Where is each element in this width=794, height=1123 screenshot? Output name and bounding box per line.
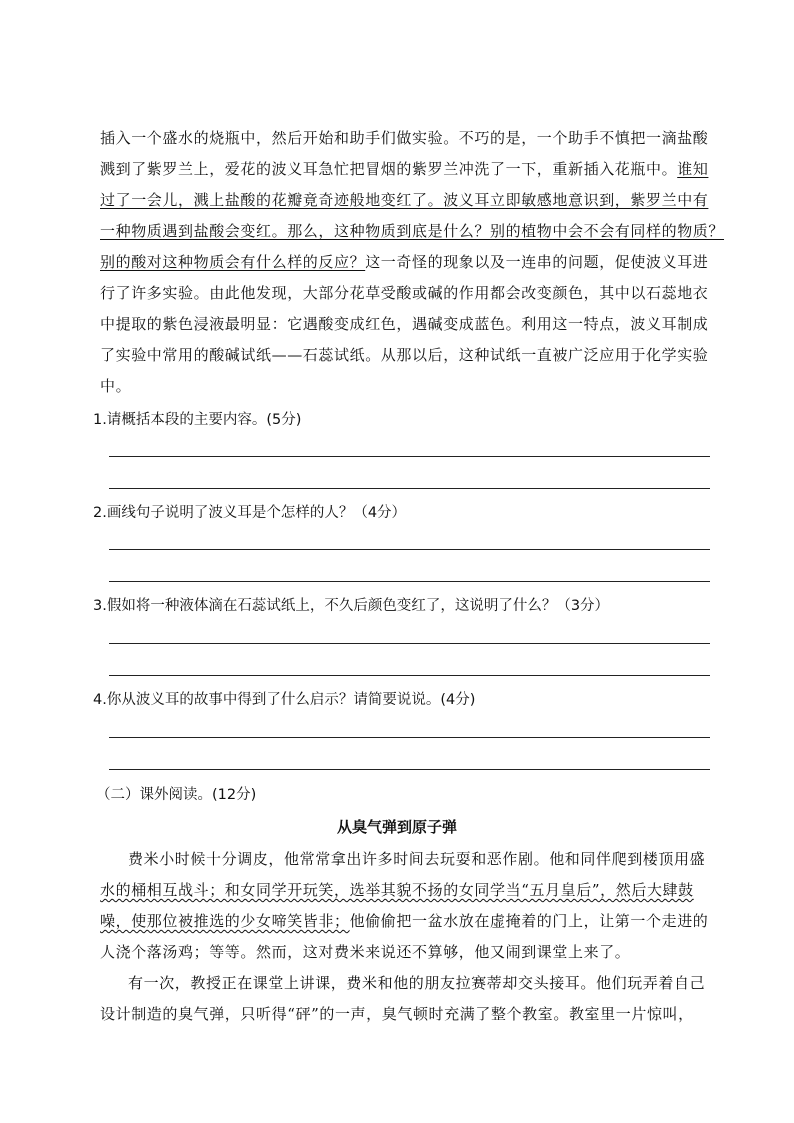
question-4: 4.你从波义耳的故事中得到了什么启示？请简要说说。(4分) (93, 692, 476, 708)
passage-line (100, 252, 720, 272)
passage-line: 插入一个盛水的烧瓶中，然后开始和助手们做实验。不巧的是，一个助手不慎把一滴盐酸 (100, 129, 709, 147)
passage-line: 设计制造的臭气弹，只听得“砰”的一声，臭气顿时充满了整个教室。教室里一片惊叫， (100, 1005, 694, 1023)
passage-text: 他偷偷把一盆水放在虚掩着的门上，让第一个走进的 (349, 912, 709, 930)
passage-text: 溅到了紫罗兰上，爱花的波义耳急忙把冒烟的紫罗兰冲洗了一下，重新插入花瓶中。 (100, 160, 678, 178)
question-3: 3.假如将一种液体滴在石蕊试纸上，不久后颜色变红了，这说明了什么？（3分） (93, 598, 610, 614)
passage-line (100, 911, 720, 931)
passage-line: 有一次，教授正在课堂上讲课，费米和他的朋友拉赛蒂却交头接耳。他们玩弄着自己 (128, 974, 706, 992)
passage-line: 了实验中常用的酸碱试纸——石蕊试纸。从那以后，这种试纸一直被广泛应用于化学实验 (100, 346, 709, 364)
passage-text: 这一奇怪的现象以及一连串的问题，促使波义耳进 (365, 253, 709, 271)
underlined-sentence: 一种物质遇到盐酸会变红。那么，这种物质到底是什么？别的植物中会不会有同样的物质？ (100, 222, 725, 240)
underlined-sentence: 谁知 (677, 160, 709, 178)
answer-line[interactable] (109, 737, 710, 738)
question-1: 1.请概括本段的主要内容。(5分) (93, 412, 302, 428)
answer-line[interactable] (109, 581, 710, 582)
passage-line: 中提取的紫色浸液最明显：它遇酸变成红色，遇碱变成蓝色。利用这一特点，波义耳制成 (100, 315, 709, 333)
answer-line[interactable] (109, 643, 710, 644)
section-heading: （二）课外阅读。(12分) (96, 787, 257, 803)
wavy-underlined-text: 噪，使那位被推选的少女啼笑皆非； (100, 912, 350, 930)
answer-line[interactable] (109, 549, 710, 550)
answer-line[interactable] (109, 456, 710, 457)
answer-line[interactable] (109, 675, 710, 676)
passage-line: 人浇个落汤鸡；等等。然而，这对费米来说还不算够，他又闹到课堂上来了。 (100, 943, 631, 961)
passage-line (100, 159, 720, 179)
passage-line: 行了许多实验。由此他发现，大部分花草受酸或碱的作用都会改变颜色，其中以石蕊地衣 (100, 284, 709, 302)
answer-line[interactable] (109, 769, 710, 770)
question-2: 2.画线句子说明了波义耳是个怎样的人？（4分） (93, 505, 407, 521)
article-title: 从臭气弹到原子弹 (336, 818, 457, 836)
underlined-sentence: 过了一会儿，溅上盐酸的花瓣竟奇迹般地变红了。波义耳立即敏感地意识到，紫罗兰中有 (100, 191, 709, 209)
passage-line: 费米小时候十分调皮，他常常拿出许多时间去玩耍和恶作剧。他和同伴爬到楼顶用盛 (128, 850, 706, 868)
underlined-sentence: 别的酸对这种物质会有什么样的反应？ (100, 253, 366, 271)
wavy-underlined-text: 水的桶相互战斗；和女同学开玩笑，选举其貌不扬的女同学当“五月皇后”，然后大肆鼓 (100, 881, 694, 899)
passage-line: 中。 (100, 377, 132, 395)
answer-line[interactable] (109, 488, 710, 489)
